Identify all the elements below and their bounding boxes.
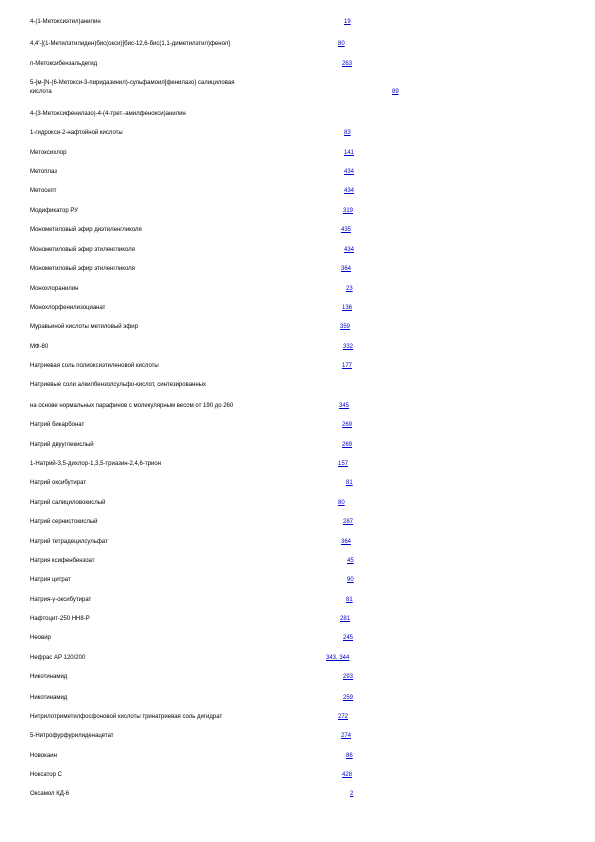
entry-term: Монометиловый эфир этиленгликоля [30, 247, 135, 253]
entry-term: Натрий сернистокислый [30, 519, 98, 525]
entry-term: 1-гидрокси-2-нафтойной кислоты [30, 130, 123, 136]
page-link[interactable]: 19 [344, 19, 351, 25]
entry-term: Метосепт [30, 188, 57, 194]
entry-term: Натрий бикарбонат [30, 422, 85, 428]
page-link[interactable]: 136 [342, 305, 353, 311]
entry-term: Натрия-γ-оксибутират [30, 597, 92, 603]
page-link[interactable]: 83 [344, 130, 351, 136]
page-link[interactable]: 428 [342, 772, 353, 778]
page-link[interactable]: 45 [347, 558, 354, 564]
page-link[interactable]: 281 [340, 616, 351, 622]
page-link[interactable]: 23 [346, 286, 353, 292]
entry-term: Натрий салициловокислый [30, 500, 106, 506]
page-link[interactable]: 2 [350, 791, 354, 797]
entry-term: Натрия цитрат [30, 577, 71, 583]
page-link[interactable]: 435 [341, 227, 352, 233]
entry-term: Никотинамид [30, 674, 68, 680]
entry-term: Новокаин [30, 753, 57, 759]
entry-term: Оксамол КД-6 [30, 791, 70, 797]
page-link[interactable]: 434 [344, 169, 355, 175]
entry-term: Нитрилотриметилфосфоновой кислоты тринатриевая соль дигидрат [30, 714, 223, 720]
page-link[interactable]: 86 [346, 753, 353, 759]
page-link[interactable]: 343, 344 [326, 655, 350, 661]
page-link[interactable]: 177 [342, 363, 353, 369]
entry-term: 4,4'-[(1-Метилэтилиден)бис(окси)]бис-12,6-бис(1,1-диметилэтил)фенол] [30, 41, 230, 47]
entry-term: Натрий двууглекислый [30, 442, 94, 448]
entry-term: Натриевая соль полиоксиэтиленовой кислоты [30, 363, 159, 369]
entry-term: Метоплаз [30, 169, 57, 175]
entry-term: на основе нормальных парафинов с молекулярным весом от 190 до 260 [30, 403, 234, 409]
entry-term: 4-(3-Метоксифенилазо)-4-(4-трет.-амилфенокси)анилин [30, 111, 186, 117]
page-link[interactable]: 272 [338, 714, 349, 720]
entry-term: Монохлорфенилизоцианат [30, 305, 106, 311]
page-link[interactable]: 80 [338, 41, 345, 47]
page-link[interactable]: 141 [344, 150, 355, 156]
page-link[interactable]: 81 [346, 597, 353, 603]
page-link[interactable]: 319 [343, 208, 354, 214]
entry-term: Неовир [30, 635, 51, 641]
entry-term: Никотинамид [30, 695, 68, 701]
entry-term: 5-Нитрофурфурилиденацетат [30, 733, 114, 739]
page-link[interactable]: 81 [346, 480, 353, 486]
entry-term-continuation: кислота [30, 89, 52, 95]
page-link[interactable]: 263 [342, 61, 353, 67]
entry-term: Муравьиной кислоты метиловый эфир [30, 324, 138, 330]
page-link[interactable]: 157 [338, 461, 349, 467]
entry-term: Монометиловый эфир этиленгликоля [30, 266, 135, 272]
entry-term: Монометиловый эфир диэтиленгликоля [30, 227, 142, 233]
page-link[interactable]: 259 [343, 695, 354, 701]
entry-term: Модификатор РУ [30, 208, 79, 214]
page-link[interactable]: 287 [343, 519, 354, 525]
entry-term: п-Метоксибензальдегид [30, 61, 98, 67]
entry-term: Нефрас АР 120/200 [30, 655, 86, 661]
page-link[interactable]: 434 [344, 247, 355, 253]
page-link[interactable]: 80 [338, 500, 345, 506]
page-link[interactable]: 245 [343, 635, 354, 641]
page-link[interactable]: 90 [347, 577, 354, 583]
entry-term: Метоксихлор [30, 150, 67, 156]
entry-term: 1-Натрий-3,5-дихлор-1,3,5-триазин-2,4,6-трион [30, 461, 161, 467]
entry-term: 5-{м-[N-(6-Метокси-3-пиридазинил)-сульфамоил]фенилазо} салициловая [30, 80, 235, 86]
entry-term: 4-(1-Метоксиэтил)анилин [30, 19, 101, 25]
entry-term: Нафтоцит-250 НН8-Р [30, 616, 90, 622]
entry-term: Монохлоранилин [30, 286, 79, 292]
page-link[interactable]: 434 [344, 188, 355, 194]
entry-term: Ноксатор С [30, 772, 62, 778]
page-link[interactable]: 364 [341, 266, 352, 272]
page-link[interactable]: 345 [339, 403, 350, 409]
page-link[interactable]: 364 [341, 539, 352, 545]
entry-term: Натрий тетрадецилсульфат [30, 539, 108, 545]
page-link[interactable]: 269 [342, 422, 353, 428]
page-link[interactable]: 359 [340, 324, 351, 330]
page-link[interactable]: 332 [343, 344, 354, 350]
entry-term: Натрия ксифенбензоат [30, 558, 95, 564]
page-link[interactable]: 89 [392, 89, 399, 95]
page-link[interactable]: 274 [341, 733, 352, 739]
entry-term: Натрий оксибутират [30, 480, 87, 486]
entry-term: МФ-80 [30, 344, 49, 350]
page-link[interactable]: 293 [343, 674, 354, 680]
page-link[interactable]: 269 [342, 442, 353, 448]
entry-term: Натриевые соли алкилбензолсульфо-кислот, синтезированных [30, 382, 206, 388]
